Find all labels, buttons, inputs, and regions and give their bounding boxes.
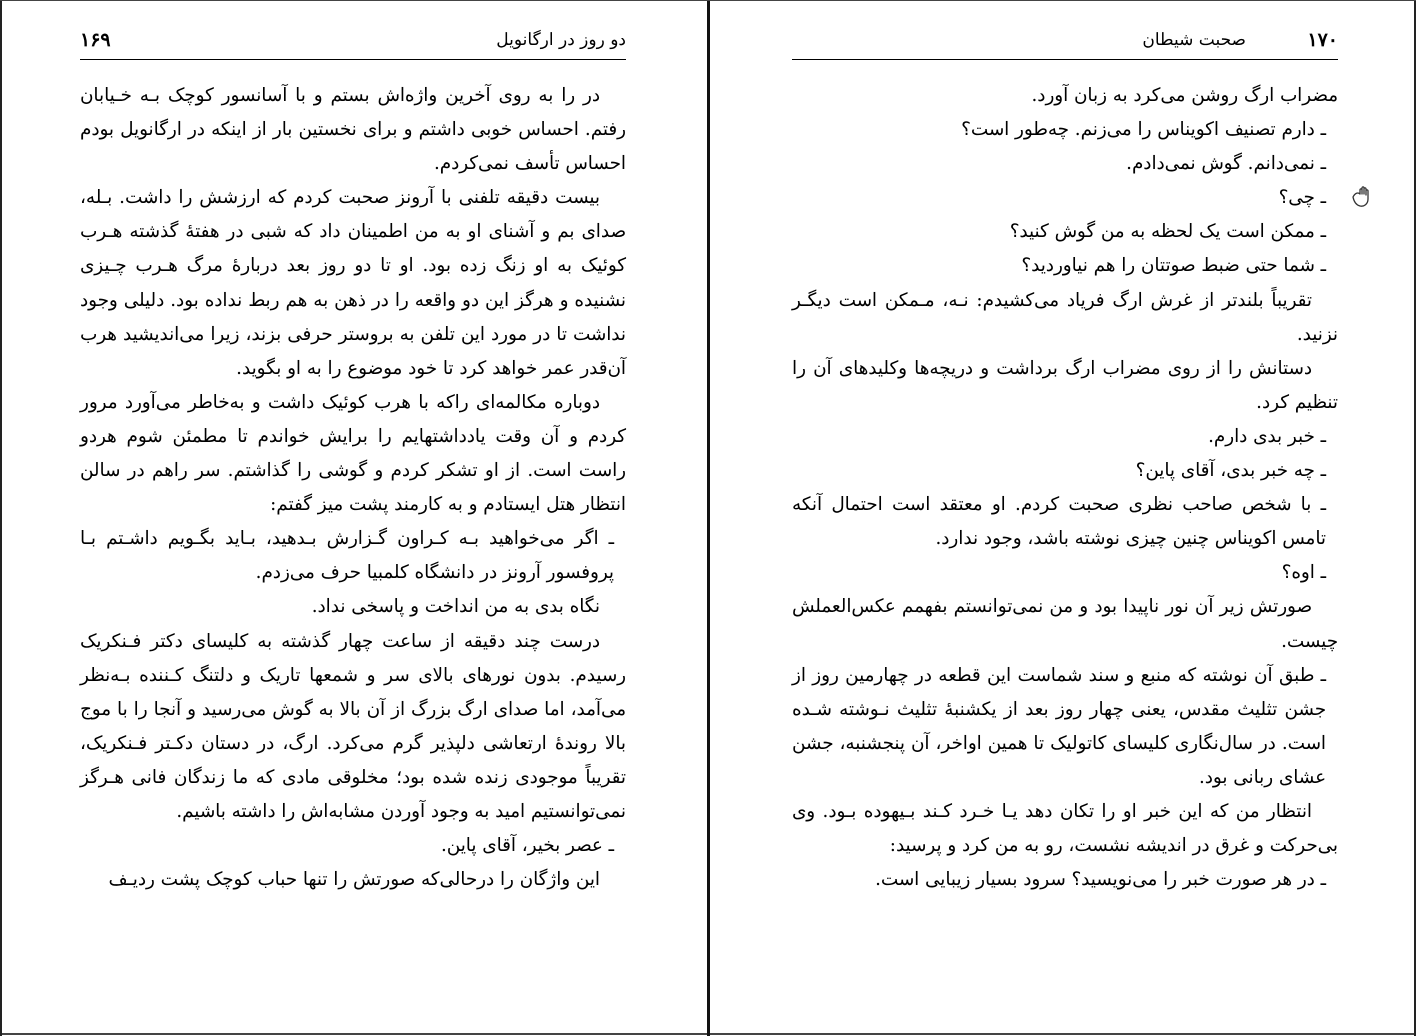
paragraph: دوباره مکالمه‌ای راکه با هرب کوئیک داشت و به‌خاطر می‌آورد مرور کردم و آن وقت یادداشتهایم را برایش خواندم تا مطمئن شوم هردو راست است. از او تشکر کردم و گوشی را گذاشتم. سر راهم در سالن انتظار هتل ایستادم و به کارمند پشت میز گفتم: bbox=[80, 391, 626, 516]
book-gutter bbox=[707, 1, 710, 1036]
dialog-line: ـ شما حتی ضبط صوتتان را هم نیاوردید؟ bbox=[1021, 255, 1326, 277]
dialog-line: ـ طبق آن نوشته که منبع و سند شماست این قطعه در چهارمین روز از جشن تثلیث مقدس، یعنی چهار روز بعد از یکشنبهٔ تثلیث نـوشته شـده است. در سال‌نگاری کلیسای کاتولیک تا همین اواخر، آن پنجشنبه، جشن عشای ربانی بود. bbox=[792, 664, 1326, 788]
pointing-hand-icon bbox=[1350, 185, 1376, 209]
dialog-line: ـ با شخص صاحب نظری صحبت کردم. او معتقد است احتمال آنکه تامس اکویناس چنین چیزی نوشته باشد، وجود ندارد. bbox=[792, 494, 1326, 550]
left-page-header bbox=[80, 29, 626, 60]
paragraph: صورتش زیر آن نور ناپیدا بود و من نمی‌توانستم بفهمم عکس‌العملش چیست. bbox=[792, 596, 1338, 652]
paragraph: این واژگان را درحالی‌که صورتش را تنها حباب کوچک پشت ردیـف bbox=[108, 869, 600, 891]
page-number: ۱۷۰ bbox=[1307, 29, 1338, 51]
dialog-line: ـ چه خبر بدی، آقای پاین؟ bbox=[1135, 460, 1326, 482]
dialog-line: ـ اوه؟ bbox=[1281, 562, 1326, 584]
dialog-line: ـ اگر می‌خواهید بـه کـراون گـزارش بـدهید، بـاید بگـویم داشـتم بـا پروفسور آرونز در دانشگاه کلمبیا حرف می‌زدم. bbox=[80, 528, 614, 584]
dialog-line: ـ نمی‌دانم. گوش نمی‌دادم. bbox=[1126, 153, 1326, 175]
paragraph: انتظار من که این خبر او را تکان دهد یـا خـرد کـند بـیهوده بـود. وی بی‌حرکت و غرق در اندیشه نشست، رو به من کرد و پرسید: bbox=[792, 800, 1338, 857]
paragraph: بیست دقیقه تلفنی با آرونز صحبت کردم که ارزشش را داشت. بـله، صدای بم و آشنای او به من اطمینان داد که شبی در هفتهٔ گذشته هـرب کوئیک به او زنگ زده بود. او تا دو روز بعد دربارهٔ مرگ هـرب چـیزی نشنیده و هرگز این دو واقعه را در ذهن به هم ربط نداده بود. دلیلی وجود نداشت تا در مورد این تلفن به بروستر حرفی بزند، زیرا می‌اندیشید هرب آن‌قدر عمر خواهد کرد تا خود موضوع را به او بگوید. bbox=[80, 187, 626, 379]
left-page-body bbox=[80, 79, 626, 897]
dialog-line: ـ خبر بدی دارم. bbox=[1208, 425, 1326, 447]
left-edge bbox=[0, 1, 2, 1036]
paragraph: مضراب ارگ روشن می‌کرد به زبان آورد. bbox=[1031, 85, 1338, 106]
running-title: دو روز در ارگانویل bbox=[496, 30, 626, 50]
paragraph: تقریباً بلندتر از غرش ارگ فریاد می‌کشیدم: نـه، مـمکن است دیگـر نزنید. bbox=[792, 289, 1338, 345]
left-page bbox=[80, 1, 626, 1036]
dialog-line: ـ دارم تصنیف اکویناس را می‌زنم. چه‌طور است؟ bbox=[961, 119, 1326, 141]
paragraph: در را به روی آخرین واژه‌اش بستم و با آسانسور کوچک بـه خـیابان رفتم. احساس خوبی داشتم و برای نخستین بار از اینکه در ارگانویل بودم احساس تأسف نمی‌کردم. bbox=[80, 85, 626, 175]
running-title: صحبت شیطان bbox=[1142, 30, 1246, 50]
right-page-body bbox=[792, 79, 1338, 897]
right-page-header bbox=[792, 29, 1338, 60]
dialog-line: ـ در هر صورت خبر را می‌نویسید؟ سرود بسیار زیبایی است. bbox=[875, 869, 1326, 891]
paragraph: درست چند دقیقه از ساعت چهار گذشته به کلیسای دکتر فـنکریک رسیدم. بدون نورهای بالای سر و شمعها تاریک و دلتنگ کـننده بـه‌نظر می‌آمد، اما صدای ارگ بزرگ از آن بالا به گوش می‌رسید و آنجا را با موج بالا روندهٔ ارتعاشی دلپذیر گرم می‌کرد. ارگ، در دستان دکـتر فـنکریک، تقریباً موجودی زنده شده بود؛ مخلوقی مادی که ما زندگان فانی هـرگز نمی‌توانستیم امید به وجود آوردن مشابه‌اش را داشته باشیم. bbox=[80, 630, 626, 822]
right-page bbox=[792, 1, 1338, 1036]
dialog-line: ـ عصر بخیر، آقای پاین. bbox=[440, 835, 614, 857]
paragraph: دستانش را از روی مضراب ارگ برداشت و دریچه‌ها وکلیدهای آن را تنظیم کرد. bbox=[792, 357, 1338, 413]
dialog-line: ـ ممکن است یک لحظه به من گوش کنید؟ bbox=[1009, 221, 1326, 243]
dialog-line: ـ چی؟ bbox=[1278, 187, 1326, 209]
paragraph: نگاه بدی به من انداخت و پاسخی نداد. bbox=[311, 596, 600, 618]
page-number: ۱۶۹ bbox=[80, 29, 111, 51]
